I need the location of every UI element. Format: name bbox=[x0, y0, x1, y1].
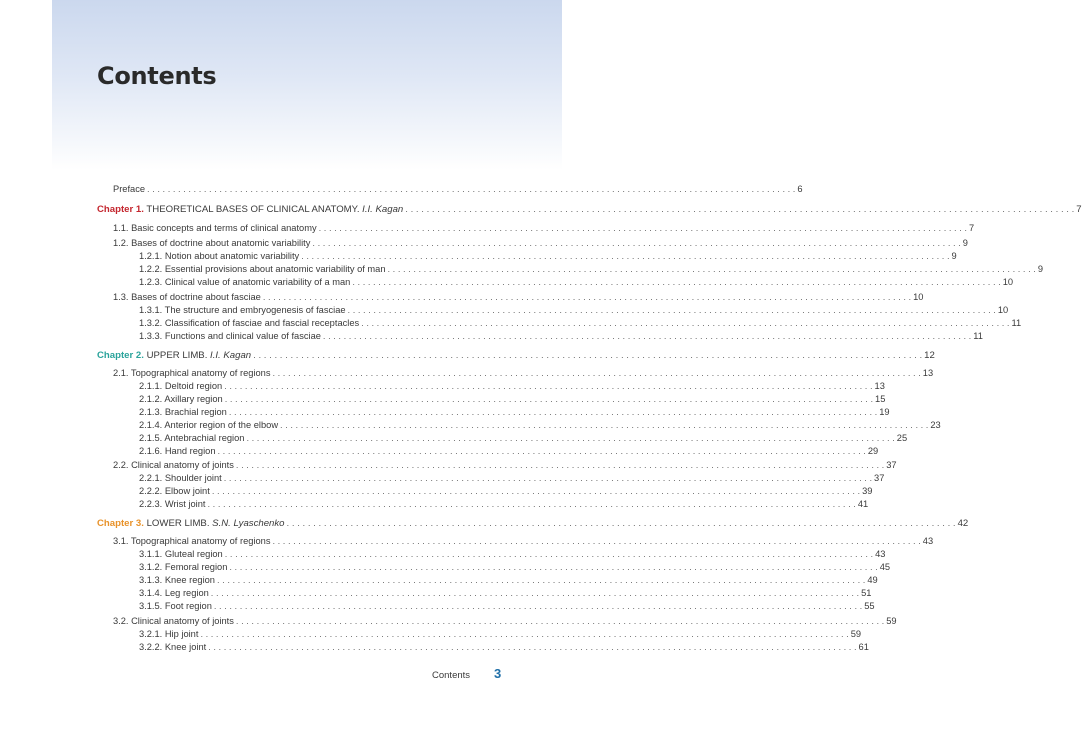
toc-entry-label: 3.1. Topographical anatomy of regions bbox=[113, 536, 271, 546]
toc-entry[interactable] bbox=[139, 445, 879, 458]
toc-entry-label: 3.2.1. Hip joint bbox=[139, 629, 199, 639]
toc-entry-label: 1.2.3. Clinical value of anatomic variability of a man bbox=[139, 277, 351, 287]
toc-entry[interactable] bbox=[113, 615, 897, 628]
toc-entry[interactable] bbox=[139, 317, 1022, 330]
dot-leader bbox=[323, 330, 971, 343]
toc-entry-page: 49 bbox=[867, 575, 878, 585]
dot-leader bbox=[147, 183, 795, 196]
toc-entry-page: 43 bbox=[875, 549, 886, 559]
chapter-title: UPPER LIMB. bbox=[146, 350, 208, 361]
toc-entry-page: 9 bbox=[962, 238, 968, 248]
toc-entry-label: 3.1.1. Gluteal region bbox=[139, 549, 223, 559]
toc-entry-label: 2.1. Topographical anatomy of regions bbox=[113, 368, 271, 378]
toc-entry-page: 25 bbox=[896, 433, 908, 443]
dot-leader bbox=[225, 548, 873, 561]
toc-entry[interactable] bbox=[113, 291, 924, 304]
toc-entry[interactable] bbox=[139, 432, 908, 445]
dot-leader bbox=[214, 600, 862, 613]
toc-entry-label: 1.2.2. Essential provisions about anatomic variability of man bbox=[139, 264, 386, 274]
toc-entry-page: 13 bbox=[922, 368, 934, 378]
toc-entry-label: 3.1.2. Femoral region bbox=[139, 562, 228, 572]
toc-entry[interactable] bbox=[139, 304, 1009, 317]
chapter-author: I.I. Kagan bbox=[210, 350, 252, 361]
toc-entry[interactable] bbox=[139, 641, 869, 654]
toc-entry[interactable] bbox=[139, 330, 983, 343]
toc-entry[interactable] bbox=[139, 485, 873, 498]
toc-entry-label: 2.1.5. Antebrachial region bbox=[139, 433, 245, 443]
toc-entry[interactable] bbox=[139, 498, 869, 511]
toc-entry[interactable] bbox=[113, 222, 975, 235]
toc-entry[interactable] bbox=[139, 561, 891, 574]
toc-entry-page: 9 bbox=[1037, 264, 1043, 274]
toc-entry-page: 11 bbox=[1011, 318, 1022, 328]
toc-entry[interactable] bbox=[113, 459, 897, 472]
toc-entry-page: 11 bbox=[973, 331, 983, 341]
chapter-author: S.N. Lyaschenko bbox=[212, 518, 285, 529]
dot-leader bbox=[207, 498, 855, 511]
toc-entry-page: 43 bbox=[922, 536, 934, 546]
page-title: Contents bbox=[97, 62, 217, 90]
dot-leader bbox=[217, 574, 865, 587]
footer-section-title: Contents bbox=[432, 670, 471, 681]
dot-leader bbox=[229, 561, 877, 574]
chapter-title: LOWER LIMB. bbox=[146, 518, 210, 529]
toc-entry-label: 2.1.6. Hand region bbox=[139, 446, 216, 456]
dot-leader bbox=[263, 291, 911, 304]
dot-leader bbox=[280, 419, 928, 432]
chapter-number: Chapter 3. bbox=[97, 518, 144, 529]
toc-entry[interactable] bbox=[139, 393, 886, 406]
dot-leader bbox=[229, 406, 877, 419]
toc-entry-page: 10 bbox=[913, 292, 924, 302]
toc-entry-label: 3.1.5. Foot region bbox=[139, 601, 212, 611]
dot-leader bbox=[236, 615, 884, 628]
toc-entry[interactable] bbox=[113, 535, 934, 548]
toc-entry-page: 7 bbox=[968, 223, 975, 233]
chapter-number: Chapter 2. bbox=[97, 350, 144, 361]
dot-leader bbox=[287, 517, 956, 530]
toc-entry[interactable] bbox=[139, 587, 872, 600]
toc-entry-label: 2.1.1. Deltoid region bbox=[139, 381, 223, 391]
chapter-author: I.I. Kagan bbox=[362, 204, 404, 215]
toc-entry[interactable] bbox=[139, 406, 890, 419]
toc-entry-page: 51 bbox=[861, 588, 872, 598]
toc-entry[interactable] bbox=[139, 250, 957, 263]
toc-entry[interactable] bbox=[139, 380, 885, 393]
toc-entry-page: 13 bbox=[874, 381, 885, 391]
footer-page-number: 3 bbox=[494, 666, 502, 681]
toc-chapter-label bbox=[97, 517, 285, 530]
dot-leader bbox=[224, 472, 872, 485]
toc-entry-page: 59 bbox=[850, 629, 862, 639]
toc-entry-page: 42 bbox=[957, 518, 969, 529]
toc-entry-page: 10 bbox=[1002, 277, 1014, 287]
toc-entry[interactable] bbox=[139, 600, 875, 613]
toc-entry-page: 12 bbox=[924, 350, 935, 361]
toc-entry-page: 39 bbox=[862, 486, 873, 496]
dot-leader bbox=[246, 432, 894, 445]
toc-chapter-3[interactable] bbox=[97, 517, 969, 530]
toc-entry-page: 6 bbox=[797, 184, 803, 194]
toc-chapter-1[interactable] bbox=[97, 203, 1082, 216]
toc-entry[interactable] bbox=[113, 237, 968, 250]
dot-leader bbox=[253, 349, 922, 362]
toc-chapter-label bbox=[97, 203, 403, 216]
dot-leader bbox=[272, 367, 920, 380]
toc-entry-page: 15 bbox=[875, 394, 886, 404]
dot-leader bbox=[361, 317, 1009, 330]
toc-entry-page: 23 bbox=[930, 420, 941, 430]
toc-entry-label: 2.2.1. Shoulder joint bbox=[139, 473, 222, 483]
toc-entry-label: 2.1.3. Brachial region bbox=[139, 407, 227, 417]
dot-leader bbox=[218, 445, 866, 458]
dot-leader bbox=[319, 222, 967, 235]
toc-chapter-label bbox=[97, 349, 251, 362]
toc-entry[interactable] bbox=[139, 276, 1014, 289]
toc-entry[interactable] bbox=[139, 419, 941, 432]
toc-entry-label: 1.3.2. Classification of fasciae and fascial receptacles bbox=[139, 318, 360, 328]
toc-entry-page: 61 bbox=[858, 642, 869, 652]
toc-entry-label: 3.2.2. Knee joint bbox=[139, 642, 207, 652]
dot-leader bbox=[348, 304, 996, 317]
dot-leader bbox=[405, 203, 1074, 216]
chapter-number: Chapter 1. bbox=[97, 204, 144, 215]
toc-entry-page: 41 bbox=[857, 499, 869, 509]
toc-entry-label: 3.1.4. Leg region bbox=[139, 588, 209, 598]
toc-entry[interactable] bbox=[139, 472, 885, 485]
dot-leader bbox=[212, 485, 860, 498]
dot-leader bbox=[211, 587, 859, 600]
toc-entry-page: 59 bbox=[886, 616, 897, 626]
toc-entry-label: 1.3.3. Functions and clinical value of fasciae bbox=[139, 331, 321, 341]
toc-entry-page: 45 bbox=[879, 562, 891, 572]
dot-leader bbox=[272, 535, 920, 548]
toc-entry[interactable] bbox=[139, 574, 878, 587]
toc-entry-label: 1.3.1. The structure and embryogenesis of fasciae bbox=[139, 305, 346, 315]
toc-entry-label: 1.2. Bases of doctrine about anatomic variability bbox=[113, 238, 311, 248]
toc-entry-label: 2.2.2. Elbow joint bbox=[139, 486, 210, 496]
toc-entry-label: Preface bbox=[113, 184, 146, 194]
toc-entry-page: 7 bbox=[1076, 204, 1082, 215]
toc-entry[interactable] bbox=[139, 263, 1043, 276]
toc-entry-preface[interactable] bbox=[113, 183, 803, 196]
toc-entry-label: 1.1. Basic concepts and terms of clinical anatomy bbox=[113, 223, 317, 233]
toc-entry-label: 2.2. Clinical anatomy of joints bbox=[113, 460, 234, 470]
dot-leader bbox=[225, 393, 873, 406]
dot-leader bbox=[208, 641, 856, 654]
toc-entry-label: 2.1.2. Axillary region bbox=[139, 394, 223, 404]
toc-entry-page: 37 bbox=[886, 460, 897, 470]
dot-leader bbox=[200, 628, 848, 641]
dot-leader bbox=[388, 263, 1036, 276]
toc-entry-page: 29 bbox=[867, 446, 879, 456]
toc-entry-label: 2.2.3. Wrist joint bbox=[139, 499, 206, 509]
toc-entry-page: 55 bbox=[864, 601, 875, 611]
dot-leader bbox=[301, 250, 949, 263]
toc-entry-page: 10 bbox=[997, 305, 1009, 315]
toc-entry[interactable] bbox=[113, 367, 934, 380]
toc-entry[interactable] bbox=[139, 548, 886, 561]
toc-entry-label: 3.1.3. Knee region bbox=[139, 575, 215, 585]
chapter-title: THEORETICAL BASES OF CLINICAL ANATOMY. bbox=[146, 204, 360, 215]
toc-entry-label: 3.2. Clinical anatomy of joints bbox=[113, 616, 234, 626]
toc-chapter-2[interactable] bbox=[97, 349, 935, 362]
toc-entry-label: 1.3. Bases of doctrine about fasciae bbox=[113, 292, 261, 302]
dot-leader bbox=[224, 380, 872, 393]
toc-entry[interactable] bbox=[139, 628, 862, 641]
toc-entry-label: 1.2.1. Notion about anatomic variability bbox=[139, 251, 300, 261]
toc-entry-page: 9 bbox=[951, 251, 957, 261]
toc-entry-page: 19 bbox=[879, 407, 890, 417]
toc-entry-label: 2.1.4. Anterior region of the elbow bbox=[139, 420, 279, 430]
dot-leader bbox=[352, 276, 1000, 289]
dot-leader bbox=[236, 459, 884, 472]
dot-leader bbox=[312, 237, 960, 250]
toc-entry-page: 37 bbox=[874, 473, 885, 483]
